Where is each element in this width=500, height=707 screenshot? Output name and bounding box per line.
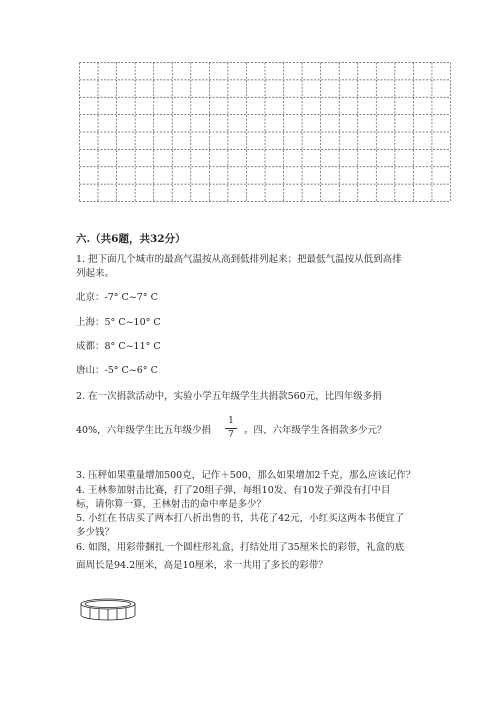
cylinder-gift-box-figure bbox=[78, 596, 138, 624]
q2-line2-before: 40%，六年级学生比五年级少捐 bbox=[76, 425, 212, 436]
fraction-one-seventh bbox=[225, 416, 237, 441]
q4-line2: 标，请你算一算，王林射击的命中率是多少？ bbox=[76, 499, 267, 510]
city-beijing: 北京：-7° C~7° C bbox=[76, 292, 158, 303]
q6-line1: 6. 如图，用彩带捆扎一个圆柱形礼盒，打结处用了35厘米长的彩带，礼盒的底 bbox=[76, 542, 405, 553]
q4-line1: 4. 王林参加射击比赛，打了20组子弹，每组10发、有10发子弹没有打中目 bbox=[76, 485, 391, 496]
city-chengdu: 成都：8° C~11° C bbox=[76, 341, 161, 352]
q1-line1: 1. 把下面几个城市的最高气温按从高到低排列起来；把最低气温按从低到高排 bbox=[76, 254, 402, 265]
section-title: 六.（共6题，共32分） bbox=[76, 233, 186, 245]
city-tangshan: 唐山：-5° C~6° C bbox=[76, 365, 158, 376]
writing-grid bbox=[79, 62, 451, 202]
fraction-denominator: 7 bbox=[228, 430, 234, 440]
city-shanghai: 上海：5° C~10° C bbox=[76, 317, 161, 328]
q5-line1: 5. 小红在书店买了两本打八折出售的书，共花了42元，小红买这两本书便宜了 bbox=[76, 513, 405, 524]
q5-line2: 多少钱？ bbox=[76, 527, 115, 538]
q1-line2: 列起来。 bbox=[76, 268, 115, 279]
q3-text: 3. 压秤如果重量增加500克，记作＋500，那么如果增加2千克，那么应该记作？ bbox=[76, 470, 416, 481]
q2-line1: 2. 在一次捐款活动中，实验小学五年级学生共捐款560元，比四年级多捐 bbox=[76, 391, 382, 402]
q6-line2: 面周长是94.2厘米，高是10厘米，求一共用了多长的彩带？ bbox=[76, 560, 328, 571]
fraction-numerator: 1 bbox=[228, 416, 234, 426]
q2-line2-after: 。四、六年级学生各捐款多少元？ bbox=[244, 425, 387, 436]
